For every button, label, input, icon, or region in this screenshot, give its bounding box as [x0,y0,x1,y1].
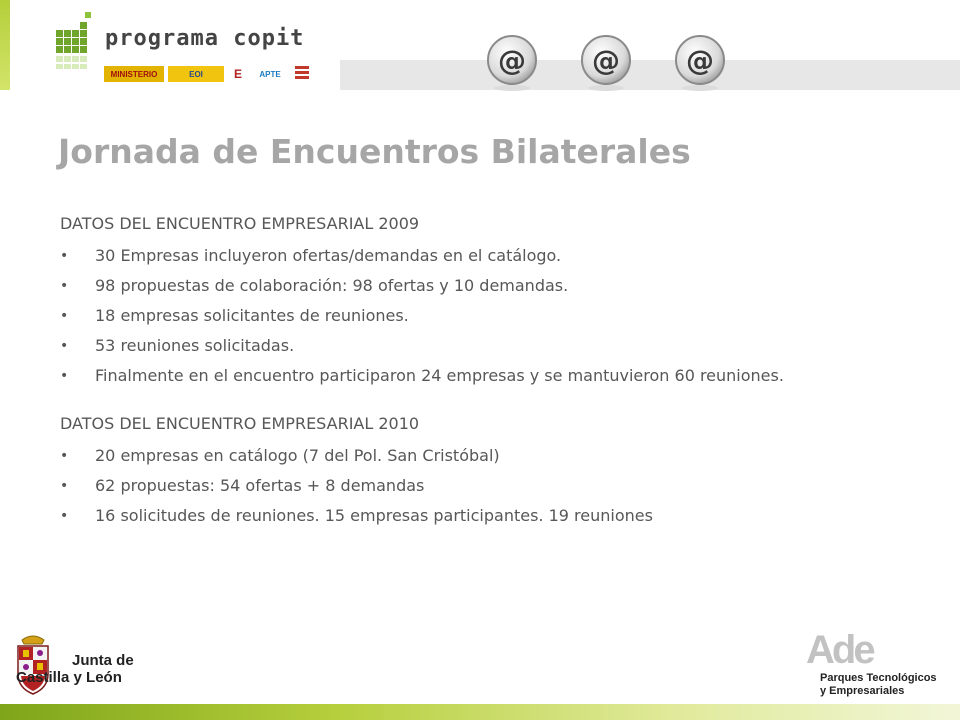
at-sign-icon [578,34,634,92]
ade-line2: y Empresariales [820,685,905,697]
bullet-icon: • [60,278,69,294]
list-item-text: 53 reuniones solicitadas. [95,336,295,355]
at-sign-icon [484,34,540,92]
list-item [60,504,815,528]
bullet-icon: • [60,448,69,464]
bullet-list-2009 [60,244,920,388]
bullet-icon: • [60,248,69,264]
bullet-icon: • [60,368,69,384]
section-heading-2009: DATOS DEL ENCUENTRO EMPRESARIAL 2009 [60,214,420,233]
svg-text:@: @ [592,44,620,77]
ade-logo-text: Ade [806,628,873,672]
bullet-icon: • [60,478,69,494]
brand-text: programa copit [105,26,305,51]
junta-castilla-leon-logo [14,630,154,700]
bullet-icon: • [60,338,69,354]
list-item [60,334,815,358]
junta-castilla-leon-text [16,652,134,686]
copit-cube-logo-icon [52,8,92,84]
partner-logo-ministerio-icon: MINISTERIO [104,66,164,82]
header-bar [340,60,960,90]
svg-text:@: @ [686,44,714,77]
partner-logo-apte-icon: APTE [252,66,288,82]
list-item-text: 30 Empresas incluyeron ofertas/demandas en el catálogo. [95,246,562,265]
list-item-text: 20 empresas en catálogo (7 del Pol. San Cristóbal) [95,446,500,465]
list-item-text: 98 propuestas de colaboración: 98 ofertas y 10 demandas. [95,276,569,295]
partner-logo-enisa-icon: E [228,66,248,82]
partner-logo-eoi-icon: EOI [168,66,224,82]
list-item [60,274,815,298]
list-item [60,304,815,328]
slide-content [60,212,920,534]
list-item [60,444,815,468]
section-heading-2010: DATOS DEL ENCUENTRO EMPRESARIAL 2010 [60,414,420,433]
list-item [60,474,815,498]
list-item-text: Finalmente en el encuentro participaron 24 empresas y se mantuvieron 60 reuniones. [95,366,784,385]
ade-line1: Parques Tecnológicos [820,672,937,684]
left-accent-strip [0,0,10,90]
list-item-text: 18 empresas solicitantes de reuniones. [95,306,409,325]
footer-green-band [0,704,960,720]
at-sign-icon [672,34,728,92]
jcyl-line1: Junta de [72,652,134,669]
list-item [60,244,815,268]
slide-title: Jornada de Encuentros Bilaterales [58,132,691,171]
bullet-icon: • [60,308,69,324]
partner-logos [104,62,318,86]
bullet-list-2010 [60,444,920,528]
list-item-text: 62 propuestas: 54 ofertas + 8 demandas [95,476,425,495]
svg-text:@: @ [498,44,526,77]
bullet-icon: • [60,508,69,524]
ade-parques-logo [804,628,954,700]
coat-of-arms-icon [14,630,52,698]
partner-logo-cepe-icon [292,66,312,82]
ade-subtitle [820,672,937,698]
list-item-text: 16 solicitudes de reuniones. 15 empresas participantes. 19 reuniones [95,506,653,525]
jcyl-line2: Castilla y León [16,669,122,686]
list-item [60,364,815,388]
